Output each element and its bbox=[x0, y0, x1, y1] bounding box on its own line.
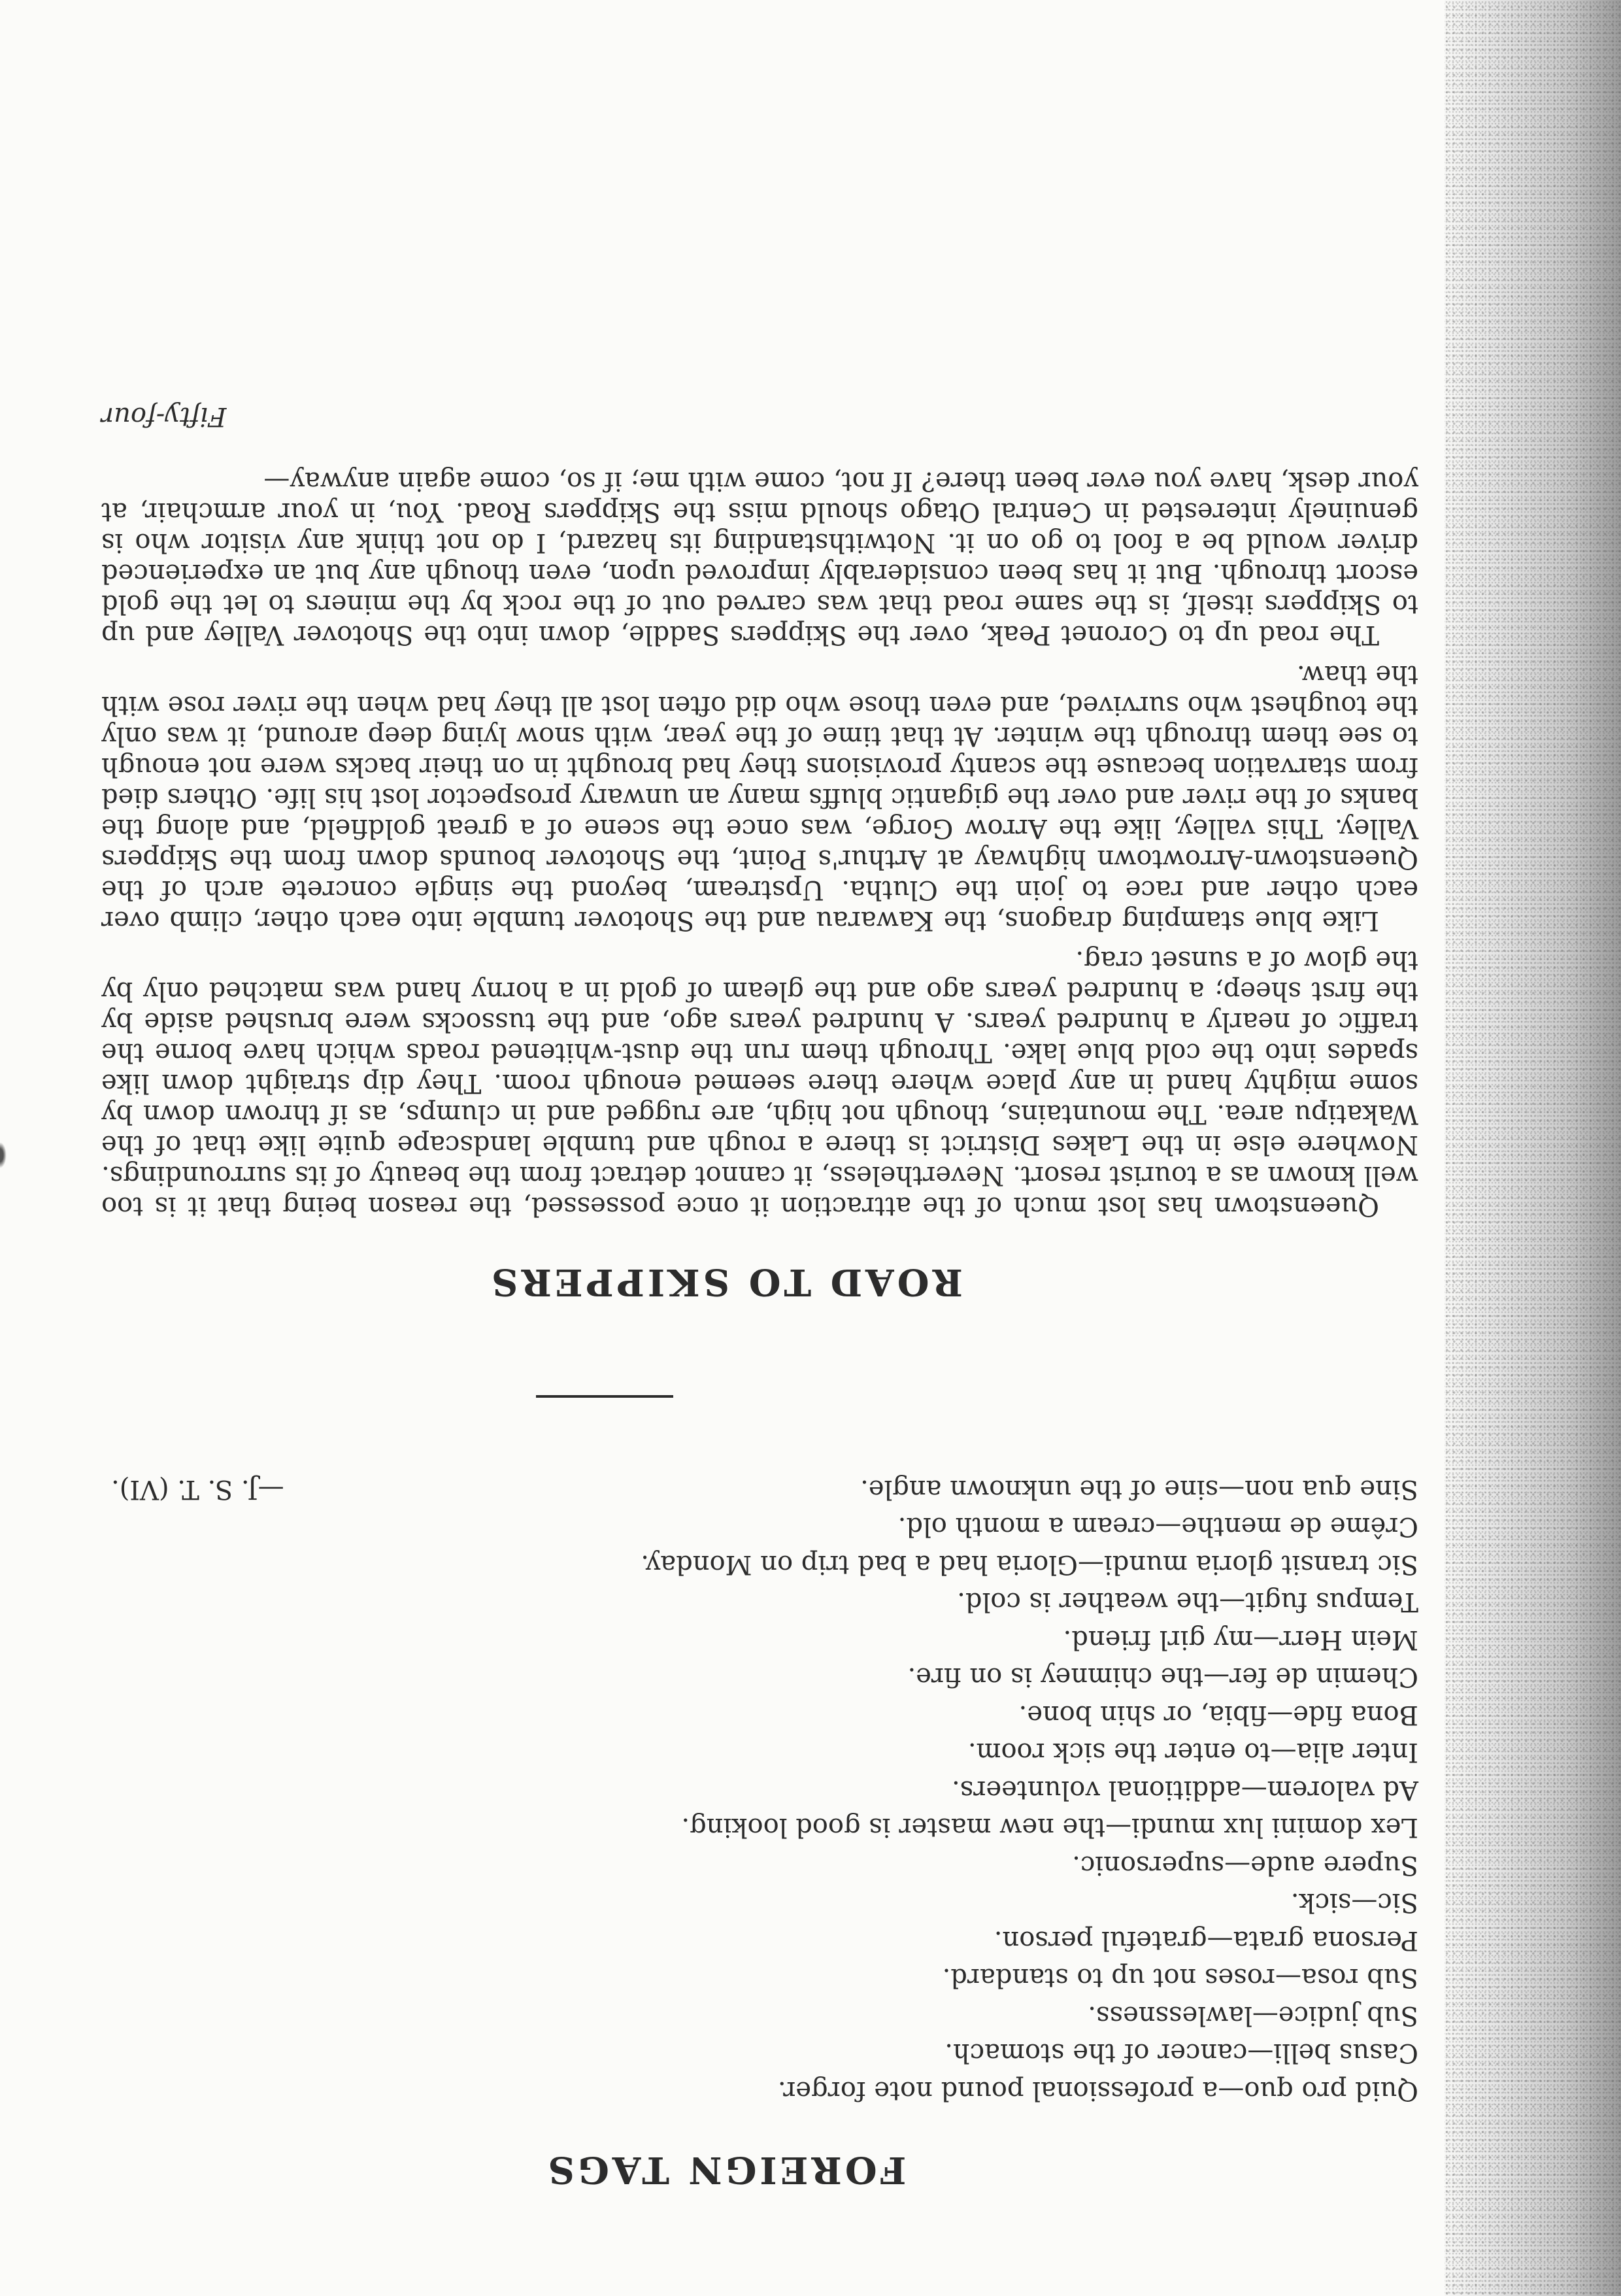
tag-line: Crême de menthe—cream a month old. bbox=[897, 1511, 1418, 1542]
road-to-skippers-title: ROAD TO SKIPPERS bbox=[488, 1260, 963, 1304]
tag-line: Persona grata—grateful person. bbox=[994, 1925, 1418, 1955]
page-number: Fifty-four bbox=[101, 401, 227, 432]
tag-line: Tempus fugit—the weather is cold. bbox=[957, 1587, 1418, 1617]
tag-line: Sub judice—lawlessness. bbox=[1088, 2001, 1418, 2031]
article-paragraph: The road up to Coronet Peak, over the Skippers Saddle, down into the Shotover Valley and up to Skippers itself, is the same road that was carved out of the rock by the miners to let the gold escort through. But it has been considerably improved upon, even though any but an experienced driver would be a fool to go on it. Notwithstanding its hazard, I do not think any visitor who is genuinely interested in Central Otago should miss the Skippers Road. You, in your armchair, at your desk, have you ever been there? If not, come with me; if so, come again anyway— bbox=[101, 466, 1418, 650]
tag-line: Casus belli—cancer of the stomach. bbox=[944, 2038, 1418, 2068]
tag-line: Quid pro quo—a professional pound note forger. bbox=[777, 2076, 1418, 2106]
article-paragraph: Queenstown has lost much of the attraction it once possessed, the reason being that it is too well known as a tourist resort. Nevertheless, it cannot detract from the beauty of its surroundings. Nowhere else in the Lakes District is there a rough and tumble landscape quite like that of the Wakatipu area. The mountains, though not high, are rugged and in clumps, as if thrown down by some mighty hand in any place where there seemed enough room. They dip straight down like spades into the cold blue lake. Through them run the dust-whitened roads which have borne the traffic of nearly a hundred years. A hundred years ago, and the tussocks were brushed aside by the first sheep; a hundred years ago and the gleam of gold in a horny hand was matched only by the glow of a sunset crag. bbox=[101, 945, 1418, 1222]
tag-line: Mein Herr—my girl friend. bbox=[1063, 1625, 1418, 1655]
last-tag-row bbox=[85, 1470, 1418, 1508]
tag-line: Sub rosa—roses not up to standard. bbox=[942, 1963, 1418, 1993]
section-divider bbox=[536, 1396, 673, 1398]
tag-line: Inter alia—to enter the sick room. bbox=[967, 1737, 1418, 1768]
scan-blemish bbox=[0, 1142, 7, 1168]
page-content bbox=[85, 402, 1418, 2192]
foreign-tags-list bbox=[85, 1470, 1418, 2110]
tag-line: Lex domini lux mundi—the new master is good looking. bbox=[681, 1812, 1418, 1843]
tag-line: Sine qua non—sine of the unknown angle. bbox=[860, 1474, 1418, 1504]
tag-line: Bona fide—fibia, or shin bone. bbox=[1018, 1700, 1418, 1730]
foreign-tags-title: FOREIGN TAGS bbox=[544, 2148, 907, 2191]
tag-line: Chemin de fer—the chimney is on fire. bbox=[907, 1662, 1418, 1693]
tag-line: Sic transit gloria mundi—Gloria had a bad trip on Monday. bbox=[641, 1549, 1418, 1579]
scanner-edge bbox=[1445, 0, 1621, 2296]
tag-line: Supere aude—supersonic. bbox=[1072, 1850, 1418, 1880]
tag-line: Sic—sick. bbox=[1290, 1887, 1418, 1918]
author-signature: —J. S. T. (VI). bbox=[111, 1474, 284, 1504]
tag-line: Ad valorem—additional volunteers. bbox=[952, 1775, 1418, 1805]
article-paragraph: Like blue stamping dragons, the Kawarau and the Shotover tumble into each other, climb over each other and race to join the Clutha. Upstream, beyond the single concrete arch of the Queenstown-Arrowtown highway at Arthur's Point, the Shotover bounds down from the Skippers Valley. This valley, like the Arrow Gorge, was once the scene of a great goldfield, and along the banks of the river and over the gigantic bluffs many an unwary prospector lost his life. Others died from starvation because the scanty provisions they had brought in on their backs were not enough to see them through the winter. At that time of the year, with snow lying deep around, it was only the toughest who survived, and even those who did often lost all they had when the river rose with the thaw. bbox=[101, 660, 1418, 936]
